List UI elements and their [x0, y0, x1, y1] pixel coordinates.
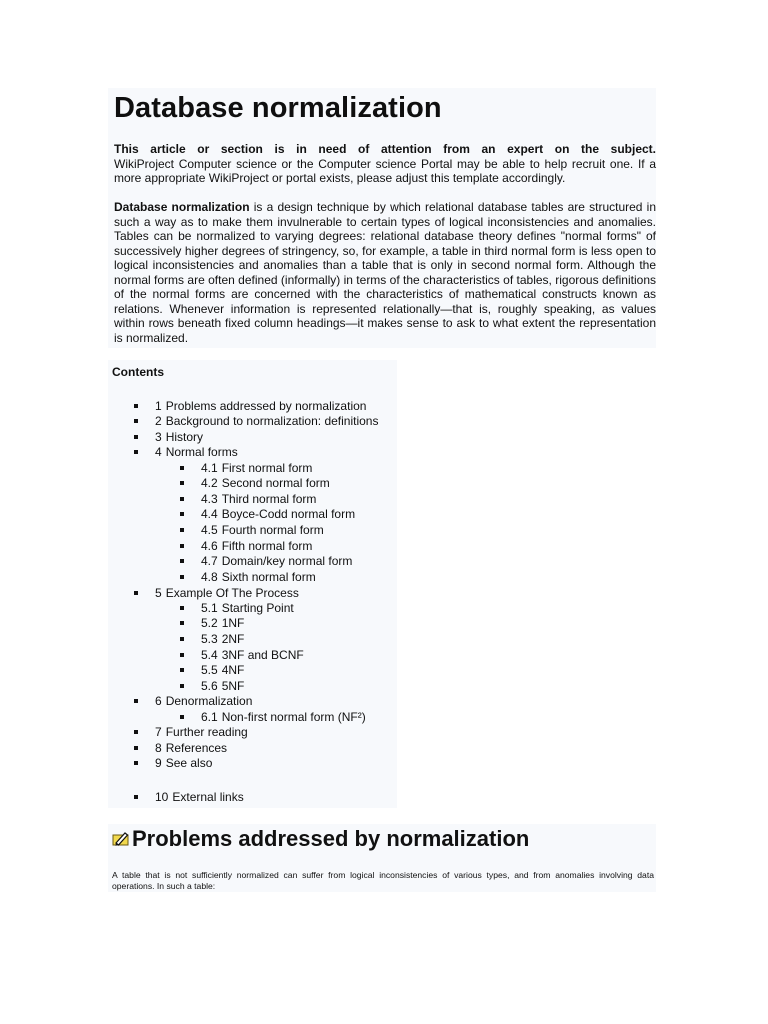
bullet-icon [180, 637, 184, 641]
toc-item-label: Non-first normal form (NF²) [221, 710, 366, 724]
toc-item-number: 4.3 [201, 492, 218, 506]
toc-item[interactable] [180, 461, 312, 475]
toc-item[interactable] [180, 616, 244, 630]
toc-item[interactable] [134, 414, 378, 428]
toc-item-label: 1NF [221, 616, 245, 630]
page-title: Database normalization [114, 92, 442, 124]
toc-item-label: Further reading [165, 725, 248, 739]
toc-item[interactable] [180, 648, 304, 662]
toc-title: Contents [112, 365, 164, 379]
toc-item[interactable] [180, 476, 330, 490]
bullet-icon [134, 419, 138, 423]
toc-item-label: 2NF [221, 632, 245, 646]
bullet-icon [180, 575, 184, 579]
toc-item-label: Denormalization [165, 694, 253, 708]
notice-text: WikiProject Computer science or the Computer science Portal may be able to help recruit one. If a more appropriate WikiProject or portal exists, please adjust this template accordingly. [114, 156, 656, 185]
toc-item[interactable] [134, 725, 248, 739]
bullet-icon [134, 761, 138, 765]
intro-section [108, 88, 656, 348]
toc-item[interactable] [180, 523, 324, 537]
bullet-icon [134, 699, 138, 703]
toc-item-number: 10 [155, 790, 169, 804]
toc-item-label: 4NF [221, 663, 245, 677]
toc-item[interactable] [180, 663, 244, 677]
problems-section [108, 824, 656, 892]
toc-item-number: 4.2 [201, 476, 218, 490]
toc-item-label: Normal forms [165, 445, 238, 459]
table-of-contents [108, 360, 397, 808]
toc-item-label: Sixth normal form [221, 570, 316, 584]
toc-item[interactable] [180, 570, 316, 584]
bullet-icon [180, 715, 184, 719]
toc-item-number: 3 [155, 430, 162, 444]
notice-heading: This article or section is in need of attention from an expert on the subject. [114, 142, 656, 156]
toc-item[interactable] [180, 710, 366, 724]
toc-item[interactable] [180, 539, 312, 553]
section-paragraph: A table that is not sufficiently normalized can suffer from logical inconsistencies of various types, and from anomalies involving data operations. In such a table: [112, 870, 654, 891]
toc-item[interactable] [134, 756, 212, 770]
toc-item-number: 6 [155, 694, 162, 708]
toc-item-label: References [165, 741, 228, 755]
toc-item-number: 7 [155, 725, 162, 739]
toc-item[interactable] [180, 632, 244, 646]
bullet-icon [180, 621, 184, 625]
toc-item-label: Boyce-Codd normal form [221, 507, 356, 521]
bullet-icon [180, 653, 184, 657]
toc-item[interactable] [134, 694, 252, 708]
intro-text: is a design technique by which relational database tables are structured in such a way as to make them invulnerable to certain types of logical inconsistencies and anomalies. Tables can be normalized to varying degrees: relational database theory defines "normal forms" of successively higher degrees of stringency, so, for example, a table in third normal form is less open to logical inconsistencies and anomalies than a table that is only in second normal form. Although the normal forms are often defined (informally) in terms of the characteristics of tables, rigorous definitions of the normal forms are concerned with the characteristics of mathematical constructs known as relations. Whenever information is represented relationally—that is, roughly speaking, as values within rows beneath fixed column headings—it makes sense to ask to what extent the representation is normalized. [114, 200, 656, 345]
toc-item-number: 4.4 [201, 507, 218, 521]
bullet-icon [180, 497, 184, 501]
bullet-icon [134, 591, 138, 595]
toc-item-number: 5.5 [201, 663, 218, 677]
toc-item-number: 4.5 [201, 523, 218, 537]
toc-item[interactable] [134, 445, 238, 459]
toc-item-label: Background to normalization: definitions [165, 414, 379, 428]
toc-item[interactable] [134, 399, 366, 413]
toc-item-label: See also [165, 756, 213, 770]
section-heading-text: Problems addressed by normalization [132, 826, 530, 851]
bullet-icon [180, 528, 184, 532]
bullet-icon [180, 606, 184, 610]
bullet-icon [180, 512, 184, 516]
toc-item-number: 2 [155, 414, 162, 428]
toc-item[interactable] [134, 586, 299, 600]
toc-item-label: Domain/key normal form [221, 554, 353, 568]
toc-item-number: 9 [155, 756, 162, 770]
toc-item-label: 5NF [221, 679, 245, 693]
bullet-icon [180, 668, 184, 672]
toc-item-number: 4.8 [201, 570, 218, 584]
toc-item[interactable] [134, 430, 203, 444]
toc-item-label: Fifth normal form [221, 539, 313, 553]
bullet-icon [134, 730, 138, 734]
toc-item-label: Example Of The Process [165, 586, 299, 600]
toc-item[interactable] [180, 507, 355, 521]
toc-item-number: 5.3 [201, 632, 218, 646]
bullet-icon [180, 684, 184, 688]
toc-item-number: 8 [155, 741, 162, 755]
toc-item-number: 4.7 [201, 554, 218, 568]
intro-paragraph [114, 200, 656, 345]
toc-item-label: Third normal form [221, 492, 317, 506]
bullet-icon [134, 746, 138, 750]
toc-item[interactable] [180, 554, 352, 568]
toc-item-number: 1 [155, 399, 162, 413]
bullet-icon [134, 450, 138, 454]
toc-item-number: 4 [155, 445, 162, 459]
toc-item-number: 4.6 [201, 539, 218, 553]
bullet-icon [134, 435, 138, 439]
bullet-icon [134, 404, 138, 408]
toc-item[interactable] [180, 492, 316, 506]
toc-item[interactable] [134, 790, 244, 804]
toc-item-number: 5.6 [201, 679, 218, 693]
bullet-icon [180, 544, 184, 548]
expert-notice [114, 142, 656, 186]
toc-item[interactable] [180, 601, 294, 615]
toc-item-label: External links [172, 790, 244, 804]
toc-item-number: 5 [155, 586, 162, 600]
edit-icon[interactable] [112, 830, 130, 848]
toc-item-number: 4.1 [201, 461, 218, 475]
bullet-icon [134, 795, 138, 799]
toc-item[interactable] [180, 679, 244, 693]
toc-item-label: Starting Point [221, 601, 294, 615]
section-heading [112, 826, 529, 852]
toc-item-label: Second normal form [221, 476, 330, 490]
toc-item-number: 5.1 [201, 601, 218, 615]
toc-item-label: Fourth normal form [221, 523, 324, 537]
bullet-icon [180, 481, 184, 485]
toc-item-label: 3NF and BCNF [221, 648, 304, 662]
toc-item-label: Problems addressed by normalization [165, 399, 367, 413]
toc-item-number: 6.1 [201, 710, 218, 724]
toc-item[interactable] [134, 741, 227, 755]
toc-item-number: 5.4 [201, 648, 218, 662]
toc-item-label: First normal form [221, 461, 313, 475]
bullet-icon [180, 466, 184, 470]
toc-item-label: History [165, 430, 204, 444]
bullet-icon [180, 559, 184, 563]
intro-term: Database normalization [114, 200, 250, 214]
toc-item-number: 5.2 [201, 616, 218, 630]
